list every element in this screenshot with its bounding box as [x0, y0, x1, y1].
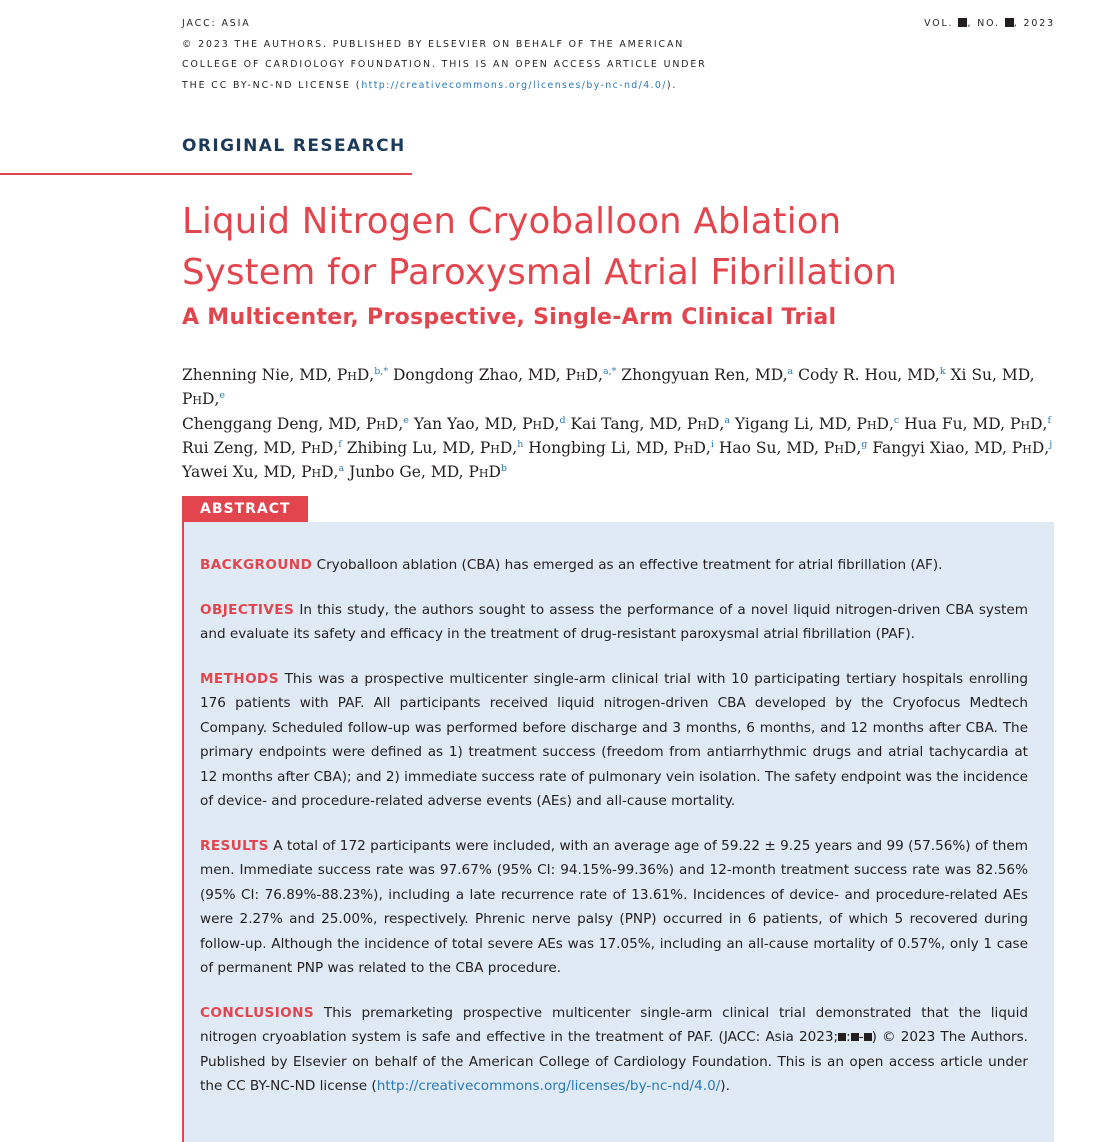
author-affiliation[interactable]: f	[338, 438, 342, 450]
journal-name: JACC: ASIA	[182, 18, 251, 29]
author-affiliation[interactable]: b,*	[374, 366, 389, 377]
abstract-license-link[interactable]: http://creativecommons.org/licenses/by-nc-nd/4.0/	[376, 1078, 721, 1094]
author-name: Junbo Ge, MD,	[344, 463, 469, 482]
author-name: Yan Yao, MD,	[408, 414, 523, 433]
author-affiliation[interactable]: k	[939, 366, 946, 377]
author-separator: ,	[598, 366, 603, 384]
author-separator: ,	[554, 414, 560, 433]
author-name: Xi Su, MD,	[945, 366, 1035, 384]
author	[566, 415, 730, 433]
author	[523, 439, 714, 457]
author-affiliation[interactable]: e	[219, 390, 226, 402]
author	[182, 415, 409, 433]
abstract-conclusions: CONCLUSIONS This premarketing prospective multicenter single-arm clinical trial demonstrated that the liquid nitrogen cryoablation system is safe and effective in the treatment of PAF. (JACC: Asia 2023; : - ) © 2023 The Authors. Published by Elsevier on behalf of the American College of Cardiology Foundation. This is an open access article under the CC BY-NC-ND license (http://creativecommons.org/licenses/by-nc-nd/4.0/).	[200, 1004, 1028, 1094]
section-label: ORIGINAL RESEARCH	[182, 136, 406, 156]
author-degree: PhD	[522, 414, 555, 433]
author-separator: ,	[214, 390, 220, 409]
author-affiliation[interactable]: b	[500, 463, 507, 475]
author	[182, 439, 342, 457]
license-link[interactable]: http://creativecommons.org/licenses/by-nc-nd/4.0/	[361, 79, 667, 91]
background-heading: BACKGROUND	[200, 557, 313, 573]
author-degree: PhD	[365, 414, 399, 433]
author-separator: ,	[888, 414, 894, 433]
author-name: Rui Zeng, MD,	[182, 438, 301, 457]
no-label: , NO.	[967, 18, 1005, 29]
objectives-heading: OBJECTIVES	[200, 601, 295, 618]
vol-label: VOL.	[924, 18, 959, 29]
author-separator: ,	[333, 438, 339, 457]
methods-heading: METHODS	[200, 670, 279, 687]
author-degree: PhD	[301, 463, 334, 482]
author-separator: ,	[1044, 438, 1050, 457]
author-affiliation[interactable]: g	[861, 438, 868, 450]
author-name: Fangyi Xiao, MD,	[867, 438, 1012, 457]
author-separator: ,	[333, 463, 339, 482]
copyright-line-1: © 2023 THE AUTHORS. PUBLISHED BY ELSEVIER ON BEHALF OF THE AMERICAN	[182, 38, 685, 50]
author-list	[182, 363, 1062, 484]
abstract-methods	[200, 667, 1028, 814]
author-name: Yawei Xu, MD,	[182, 463, 302, 482]
author-separator: ,	[369, 366, 375, 384]
journal-header	[182, 14, 707, 96]
author-affiliation[interactable]: a	[724, 414, 730, 426]
title-line-2: System for Paroxysmal Atrial Fibrillation	[182, 252, 898, 293]
author-name: Kai Tang, MD,	[565, 414, 687, 433]
copyright-line-3-pre: THE CC BY-NC-ND LICENSE (	[182, 79, 362, 91]
author	[867, 439, 1052, 457]
abstract-background	[200, 553, 1028, 578]
conclusions-heading: CONCLUSIONS	[200, 1004, 315, 1021]
author	[344, 463, 507, 481]
conclusions-text-a: This premarketing prospective multicenter single-arm clinical trial demonstrated that the liquid nitrogen cryoablation system is safe and effective in the treatment of PAF. (JACC: Asia 2023;	[200, 1004, 1028, 1045]
abstract-objectives	[200, 598, 1028, 647]
author-affiliation[interactable]: j	[1049, 438, 1053, 450]
copyright-line-3-post: ).	[666, 79, 678, 91]
author	[409, 415, 566, 433]
author-degree: PhD	[673, 438, 706, 457]
author-affiliation[interactable]: a	[338, 463, 345, 475]
conclusions-text-c: ).	[720, 1078, 730, 1094]
abstract-tab: ABSTRACT	[182, 496, 308, 522]
author	[388, 366, 616, 384]
author-name: Zhenning Nie, MD,	[182, 366, 337, 384]
copyright-line-2: COLLEGE OF CARDIOLOGY FOUNDATION. THIS IS AN OPEN ACCESS ARTICLE UNDER	[182, 59, 707, 70]
author-degree: PhD	[856, 414, 889, 433]
conclusions-text-b: ) © 2023 The Authors. Published by Elsevier on behalf of the American College of Cardiology Foundation. This is an open access article under the CC BY-NC-ND license (	[200, 1029, 1028, 1094]
placeholder-icon	[851, 1033, 859, 1041]
author-affiliation[interactable]: d	[559, 414, 566, 426]
author-degree: PhD	[479, 438, 513, 457]
volume-info	[924, 14, 1055, 35]
year-label: , 2023	[1013, 18, 1055, 29]
methods-text: This was a prospective multicenter single-arm clinical trial with 10 participating tertiary hospitals enrolling 176 patients with PAF. All participants received liquid nitrogen-driven CBA developed by the Cryofocus Medtech Company. Scheduled follow-up was performed before discharge and 3 months, 6 months, and 12 months after CBA. The primary endpoints were defined as 1) treatment success (freedom from antiarrhythmic drugs and atrial tachycardia at 12 months after CBA); and 2) immediate success rate of pulmonary vein isolation. The safety endpoint was the incidence of device- and procedure-related adverse events (AEs) and all-cause mortality.	[200, 670, 1028, 809]
author-degree: PhD	[300, 438, 334, 457]
section-divider	[0, 173, 412, 175]
objectives-text: In this study, the authors sought to assess the performance of a novel liquid nitrogen-driven CBA system and evaluate its safety and efficacy in the treatment of drug-resistant paroxysmal atrial fibrillation (PAF).	[200, 601, 1028, 642]
abstract-body	[200, 553, 1028, 1119]
author	[793, 366, 945, 384]
placeholder-icon	[838, 1033, 846, 1041]
author-name: Yigang Li, MD,	[729, 414, 857, 433]
author-degree: PhD	[182, 390, 215, 409]
author-affiliation[interactable]: a	[787, 366, 794, 377]
author-degree: PhD	[823, 438, 857, 457]
author-name: Zhongyuan Ren, MD,	[616, 366, 788, 384]
author	[182, 463, 344, 481]
author	[616, 366, 793, 384]
author-name: Hao Su, MD,	[713, 438, 824, 457]
author-name: Zhibing Lu, MD,	[341, 438, 480, 457]
author-affiliation[interactable]: i	[710, 438, 714, 450]
author-separator: ,	[1042, 414, 1048, 433]
no-placeholder-icon	[1005, 18, 1014, 27]
results-heading: RESULTS	[200, 837, 269, 854]
author-degree: PhD	[686, 414, 720, 433]
author-name: Hongbing Li, MD,	[523, 438, 674, 457]
author-affiliation[interactable]: f	[1047, 414, 1051, 426]
author-name: Dongdong Zhao, MD,	[388, 366, 566, 384]
author-separator: ,	[398, 414, 404, 433]
author-separator: ,	[705, 438, 711, 457]
author-degree: PhD	[1011, 438, 1045, 457]
author-affiliation[interactable]: e	[403, 414, 409, 426]
abstract-results	[200, 834, 1028, 981]
author-affiliation[interactable]: h	[517, 438, 524, 450]
author-degree: PhD	[1010, 414, 1043, 433]
author-separator: ,	[512, 438, 518, 457]
author-affiliation[interactable]: c	[893, 414, 900, 426]
author	[714, 439, 867, 457]
results-text: A total of 172 participants were included, with an average age of 59.22 ± 9.25 years and 99 (57.56%) of them men. Immediate success rate was 97.67% (95% CI: 94.15%-99.36%) and 12-month treatment success rate was 82.56% (95% CI: 76.89%-88.23%), including a late recurrence rate of 13.61%. Incidences of device- and procedure-related AEs were 2.27% and 25.00%, respectively. Phrenic nerve palsy (PNP) occurred in 6 patients, of which 5 recovered during follow-up. Although the incidence of total severe AEs was 17.05%, including an all-cause mortality of 0.57%, only 1 case of permanent PNP was related to the CBA procedure.	[200, 837, 1028, 976]
author-separator: ,	[719, 414, 725, 433]
author	[730, 415, 899, 433]
author-separator: ,	[856, 438, 862, 457]
author-name: Chenggang Deng, MD,	[182, 414, 366, 433]
author	[182, 366, 388, 384]
author-name: Cody R. Hou, MD,	[793, 366, 940, 384]
author-affiliation[interactable]: a,*	[602, 366, 617, 377]
background-text: Cryoballoon ablation (CBA) has emerged as an effective treatment for atrial fibrillation (AF).	[312, 557, 943, 573]
author-degree: PhD	[468, 463, 501, 482]
author-degree: PhD	[565, 366, 598, 384]
author	[899, 415, 1051, 433]
author-degree: PhD	[336, 366, 370, 384]
title-line-1: Liquid Nitrogen Cryoballoon Ablation	[182, 201, 842, 242]
author	[342, 439, 524, 457]
placeholder-icon	[864, 1033, 872, 1041]
copyright-line-3	[182, 76, 707, 97]
article-title	[182, 196, 897, 298]
article-subtitle: A Multicenter, Prospective, Single-Arm Clinical Trial	[182, 305, 837, 330]
author-name: Hua Fu, MD,	[899, 414, 1011, 433]
